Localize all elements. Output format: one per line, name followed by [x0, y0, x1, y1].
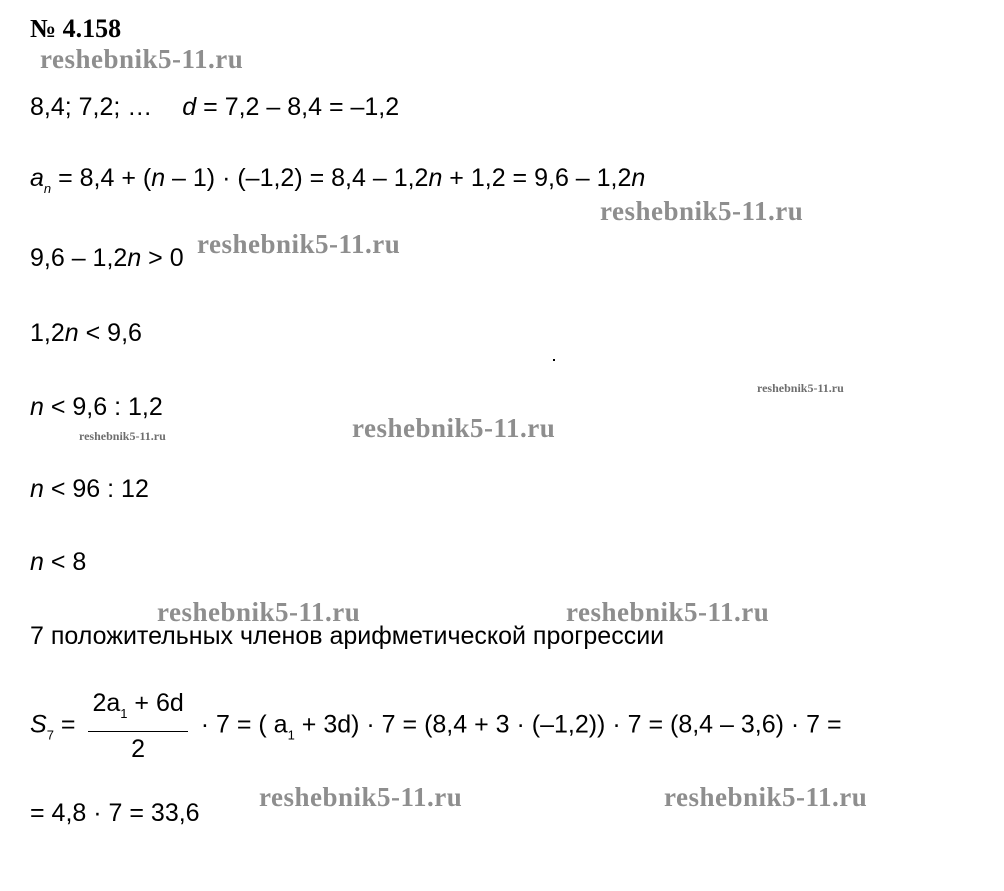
- expr-part: 9,6 – 1,2: [30, 244, 128, 272]
- watermark: reshebnik5-11.ru: [40, 44, 244, 74]
- nth-term-line: [30, 163, 645, 204]
- watermark: reshebnik5-11.ru: [757, 381, 844, 395]
- watermark: reshebnik5-11.ru: [352, 413, 556, 443]
- watermark: reshebnik5-11.ru: [197, 229, 401, 259]
- watermark: reshebnik5-11.ru: [600, 196, 804, 226]
- expr-part: < 9,6 : 1,2: [43, 393, 163, 421]
- inequality-3: [30, 392, 163, 422]
- expr-part: > 0: [141, 244, 184, 272]
- n-symbol: n: [631, 164, 646, 192]
- stray-dot: [553, 359, 555, 361]
- s-symbol: S: [30, 710, 47, 739]
- s-subscript: 7: [46, 727, 54, 743]
- sequence-terms: 8,4; 7,2; …: [30, 93, 153, 121]
- inequality-4: [30, 474, 149, 504]
- expr-part: + 1,2 = 9,6 – 1,2: [442, 164, 632, 192]
- sequence-line: [30, 92, 399, 122]
- subscript: 1: [120, 706, 128, 721]
- expr-part: 1,2: [30, 319, 65, 347]
- inequality-5: [30, 547, 86, 577]
- expr-part: · 7 = ( a: [193, 710, 288, 739]
- d-symbol: d: [182, 93, 197, 121]
- expr-part: + 3d) · 7 = (8,4 + 3 · (–1,2)) · 7 = (8,4 – 3,6) · 7 =: [294, 710, 842, 739]
- fraction-numerator: [88, 688, 187, 732]
- n-symbol: n: [30, 548, 44, 576]
- n-symbol: n: [64, 319, 79, 347]
- fraction-denominator: 2: [131, 735, 146, 763]
- fraction: [88, 688, 187, 764]
- n-symbol: n: [151, 164, 166, 192]
- watermark: reshebnik5-11.ru: [157, 597, 361, 627]
- final-result: = 4,8 · 7 = 33,6: [30, 799, 200, 827]
- d-expression: = 7,2 – 8,4 = –1,2: [196, 93, 400, 121]
- expr-part: = 8,4 + (: [51, 164, 152, 192]
- expr-part: – 1) · (–1,2) = 8,4 – 1,2: [165, 164, 429, 192]
- subscript: 1: [287, 727, 295, 743]
- a-symbol: a: [30, 164, 44, 192]
- n-symbol: n: [30, 393, 44, 421]
- expr-part: < 9,6: [78, 319, 142, 347]
- watermark: reshebnik5-11.ru: [259, 782, 463, 812]
- watermark: reshebnik5-11.ru: [664, 782, 868, 812]
- equals-sign: =: [60, 710, 76, 739]
- expr-part: 2a: [92, 689, 121, 717]
- expr-part: + 6d: [127, 689, 184, 717]
- answer-statement: 7 положительных членов арифметической прогрессии: [30, 622, 665, 650]
- n-symbol: n: [30, 475, 44, 503]
- a-subscript: n: [43, 181, 52, 196]
- expr-part: < 96 : 12: [43, 475, 149, 503]
- expr-part: < 8: [43, 548, 87, 576]
- n-symbol: n: [127, 244, 142, 272]
- n-symbol: n: [428, 164, 443, 192]
- watermark: reshebnik5-11.ru: [79, 429, 166, 443]
- inequality-1: [30, 243, 184, 273]
- problem-number: № 4.158: [30, 14, 122, 43]
- inequality-2: [30, 318, 142, 348]
- sum-formula-line: [30, 688, 842, 764]
- watermark: reshebnik5-11.ru: [566, 597, 770, 627]
